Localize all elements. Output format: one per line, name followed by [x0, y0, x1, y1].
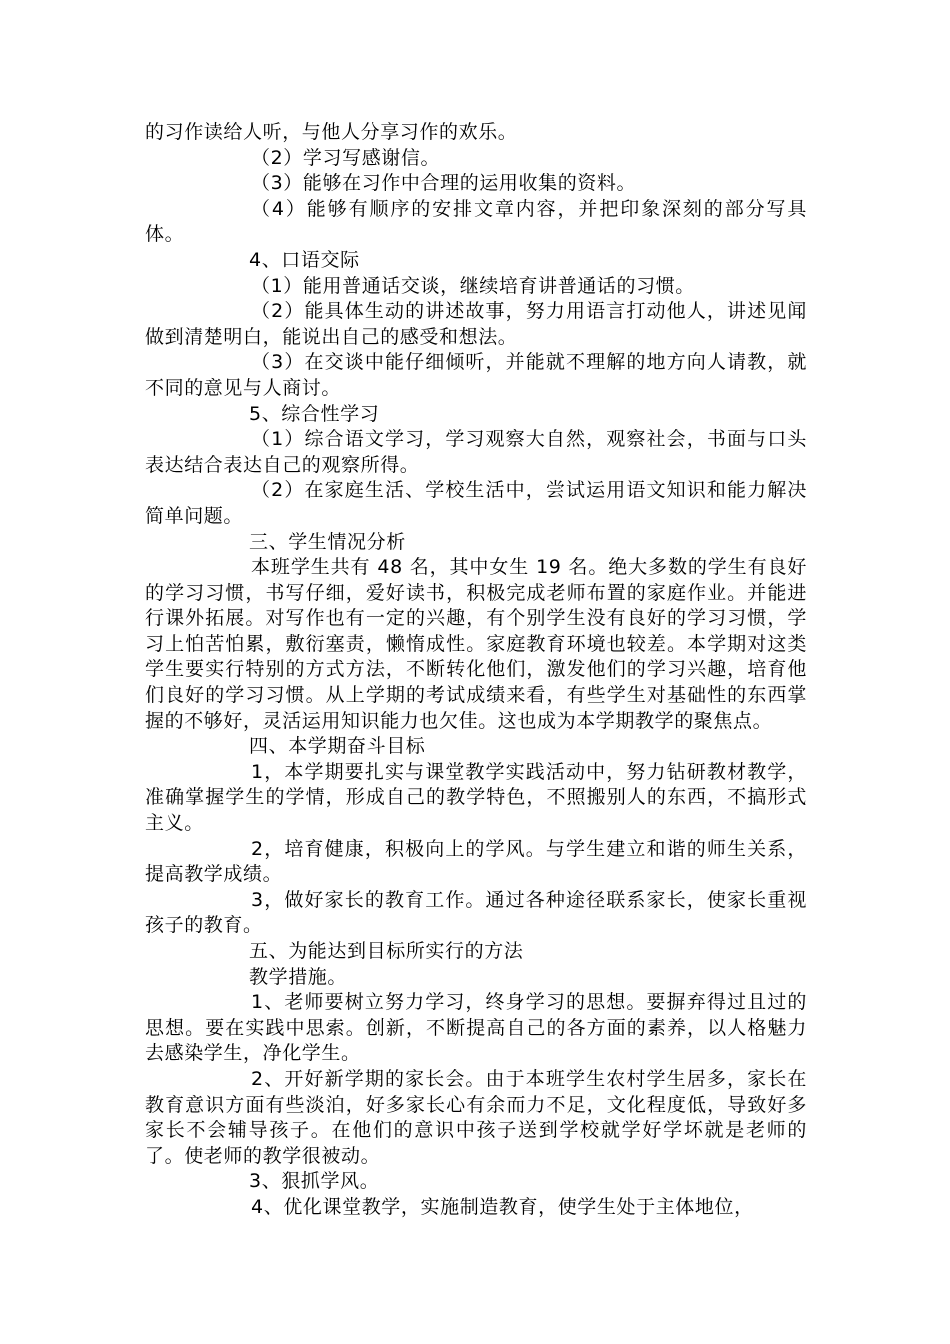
paragraph: 4、优化课堂教学，实施制造教育，使学生处于主体地位，	[251, 1195, 754, 1218]
paragraph: 1、老师要树立努力学习，终身学习的思想。要摒弃得过且过的思想。要在实践中思索。创新，不断提高自己的各方面的素养，以人格魅力去感染学生，净化学生。	[145, 991, 807, 1065]
paragraph: （2）能具体生动的讲述故事，努力用语言打动他人，讲述见闻做到清楚明白，能说出自己的感受和想法。	[145, 300, 807, 348]
paragraph: （2）学习写感谢信。	[251, 146, 441, 169]
paragraph: （3）能够在习作中合理的运用收集的资料。	[251, 172, 637, 195]
section-heading: 四、本学期奋斗目标	[249, 735, 426, 758]
section-heading: 教学措施。	[249, 965, 348, 988]
paragraph: 1，本学期要扎实与课堂教学实践活动中，努力钻研教材教学，准确掌握学生的学情，形成自己的教学特色，不照搬别人的东西，不搞形式主义。	[145, 760, 807, 835]
paragraph: （1）能用普通话交谈，继续培育讲普通话的习惯。	[251, 274, 695, 297]
paragraph: （3）在交谈中能仔细倾听，并能就不理解的地方向人请教，就不同的意见与人商讨。	[145, 351, 807, 399]
paragraph: （2）在家庭生活、学校生活中，尝试运用语文知识和能力解决简单问题。	[145, 479, 807, 527]
section-heading: 五、为能达到目标所实行的方法	[249, 940, 524, 962]
section-heading: 三、学生情况分析	[249, 530, 406, 553]
paragraph: （4）能够有顺序的安排文章内容，并把印象深刻的部分写具体。	[145, 197, 807, 246]
paragraph: 2、开好新学期的家长会。由于本班学生农村学生居多，家长在教育意识方面有些淡泊，好多家长心有余而力不足，文化程度低，导致好多家长不会辅导孩子。在他们的意识中孩子送到学校就学好学坏就是老师的了。使老师的教学很被动。	[145, 1067, 807, 1167]
section-heading: 4、口语交际	[249, 248, 360, 271]
paragraph: 的习作读给人听，与他人分享习作的欢乐。	[145, 121, 518, 143]
document-body	[145, 120, 807, 1221]
section-heading: 5、综合性学习	[249, 402, 380, 425]
section-heading: 3、狠抓学风。	[249, 1170, 380, 1193]
paragraph: 2，培育健康，积极向上的学风。与学生建立和谐的师生关系，提高教学成绩。	[145, 837, 807, 886]
paragraph: 本班学生共有 48 名，其中女生 19 名。绝大多数的学生有良好的学习习惯，书写仔细，爱好读书，积极完成老师布置的家庭作业。并能进行课外拓展。对写作也有一定的兴趣，有个别学生没有良好的学习习惯，学习上怕苦怕累，敷衍塞责，懒惰成性。家庭教育环境也较差。本学期对这类学生要实行特别的方式方法，不断转化他们，激发他们的学习兴趣，培育他们良好的学习习惯。从上学期的考试成绩来看，有些学生对基础性的东西掌握的不够好，灵活运用知识能力也欠佳。这也成为本学期教学的聚焦点。	[145, 556, 807, 732]
paragraph: 3，做好家长的教育工作。通过各种途径联系家长，使家长重视孩子的教育。	[145, 888, 807, 937]
paragraph: （1）综合语文学习，学习观察大自然，观察社会，书面与口头表达结合表达自己的观察所得。	[145, 428, 807, 476]
